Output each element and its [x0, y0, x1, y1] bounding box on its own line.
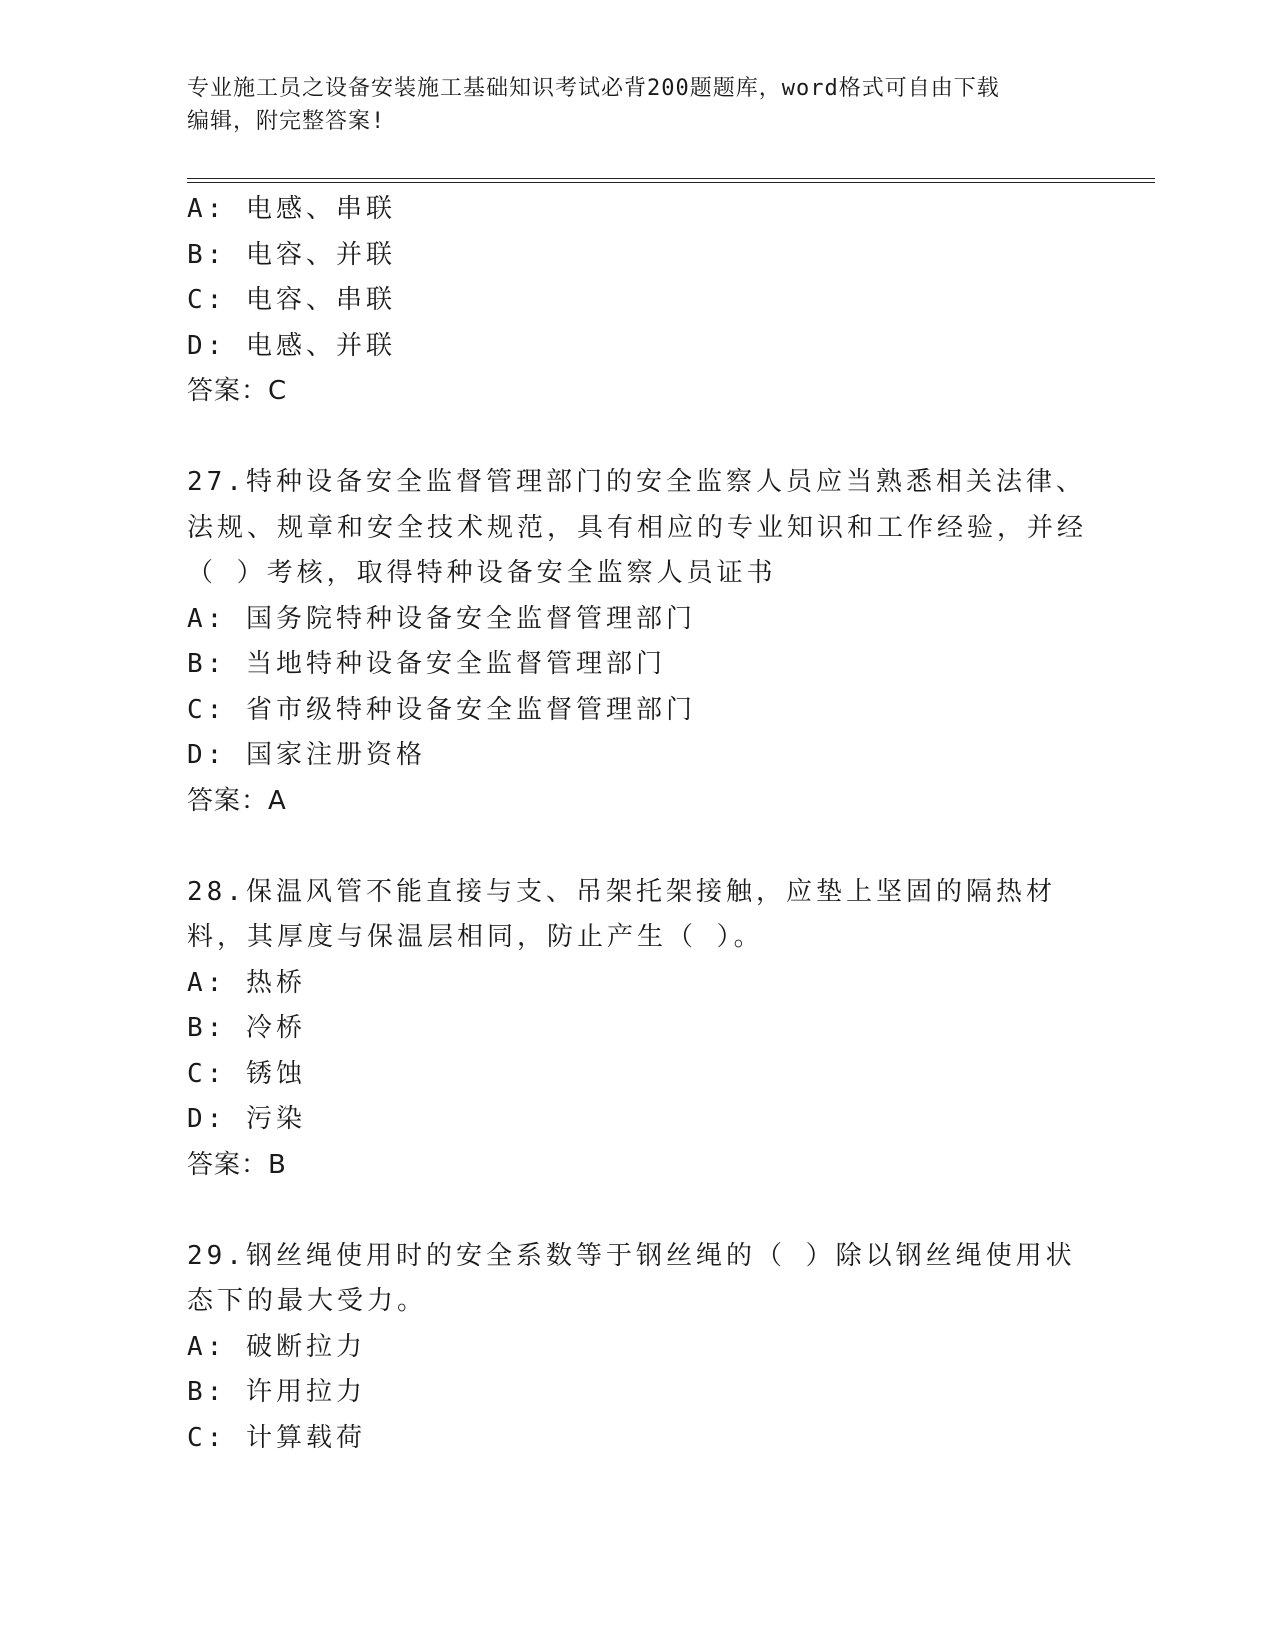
option-c: C: 计算载荷	[187, 1422, 366, 1453]
option-a: A: 破断拉力	[187, 1331, 366, 1362]
option-a: A: 热桥	[187, 967, 306, 998]
answer-line: 答案：C	[187, 376, 288, 406]
question-text: 29.钢丝绳使用时的安全系数等于钢丝绳的（ ）除以钢丝绳使用状态下的最大受力。	[187, 1240, 1076, 1316]
header-title-line2: 编辑，附完整答案!	[187, 109, 386, 134]
option-c: C: 省市级特种设备安全监督管理部门	[187, 694, 696, 725]
question-list	[187, 187, 1087, 1461]
option-c: C: 锈蚀	[187, 1058, 306, 1089]
option-b: B: 电容、并联	[187, 239, 396, 270]
spacer	[187, 415, 1087, 461]
question-block-26	[187, 187, 1087, 415]
header-divider	[187, 178, 1155, 183]
option-a: A: 电感、串联	[187, 194, 396, 224]
question-text: 28.保温风管不能直接与支、吊架托架接触，应垫上坚固的隔热材料，其厚度与保温层相同，防止产生（ ）。	[187, 876, 1056, 952]
spacer	[187, 824, 1087, 870]
option-d: D: 国家注册资格	[187, 740, 426, 770]
option-c: C: 电容、串联	[187, 285, 396, 315]
spacer	[187, 1188, 1087, 1234]
answer-line: 答案：A	[187, 785, 287, 816]
option-a: A: 国务院特种设备安全监督管理部门	[187, 603, 696, 634]
option-d: D: 污染	[187, 1104, 306, 1134]
header-title-line1: 专业施工员之设备安装施工基础知识考试必背200题题库，word格式可自由下载	[187, 76, 1000, 101]
answer-line: 答案：B	[187, 1149, 287, 1180]
document-header	[187, 72, 1087, 138]
question-block-28	[187, 870, 1087, 1189]
option-b: B: 当地特种设备安全监督管理部门	[187, 649, 666, 679]
question-block-27	[187, 460, 1087, 824]
option-b: B: 许用拉力	[187, 1377, 366, 1407]
option-b: B: 冷桥	[187, 1013, 306, 1043]
question-text: 27.特种设备安全监督管理部门的安全监察人员应当熟悉相关法律、法规、规章和安全技术规范，具有相应的专业知识和工作经验，并经（ ）考核，取得特种设备安全监察人员证书	[187, 467, 1088, 588]
question-block-29	[187, 1234, 1087, 1462]
option-d: D: 电感、并联	[187, 330, 396, 361]
